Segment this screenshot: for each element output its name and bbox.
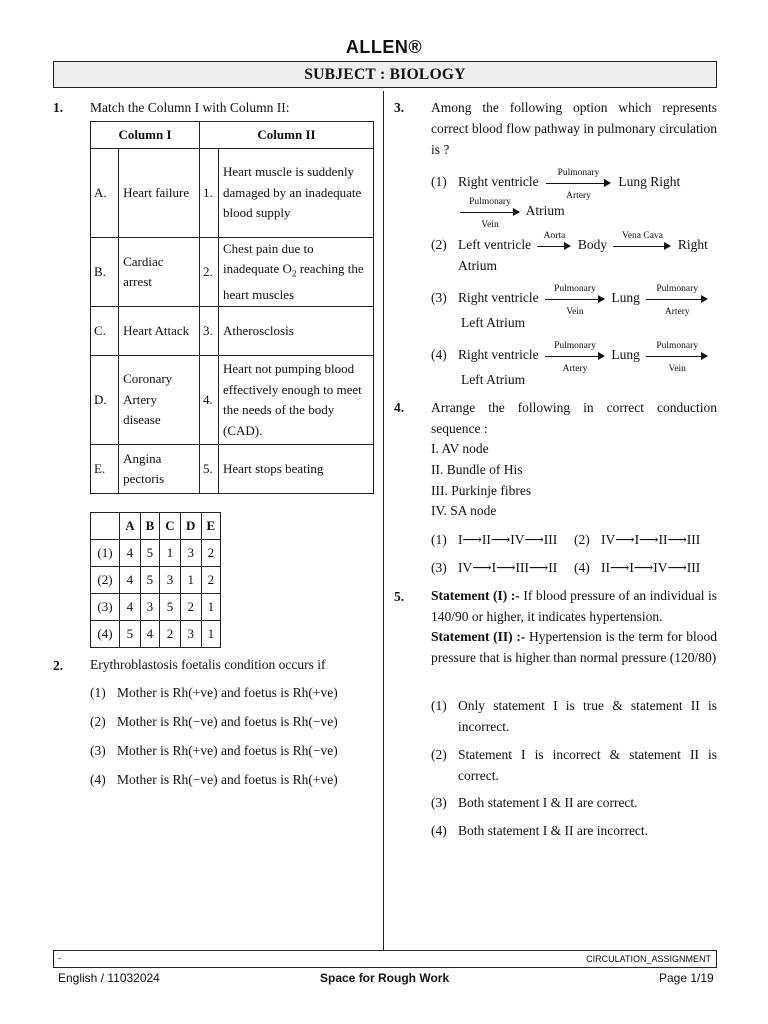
answer-cell: 1 — [201, 594, 220, 621]
q4-text: Arrange the following in correct conduction sequence : — [431, 400, 717, 436]
column-divider — [383, 91, 384, 950]
table-row — [91, 445, 374, 494]
column-2-cell: Chest pain due to inadequate $O_2$ reaching the heart muscles — [219, 238, 374, 307]
answer-cell: 3 — [180, 540, 201, 567]
q3-option-4-cont: Left Atrium — [461, 372, 526, 387]
q3-option-1[interactable]: (1) Right ventricle Pulmonary Artery Lung Right — [431, 167, 681, 201]
q4-item-4: IV. SA node — [431, 503, 497, 518]
answer-cell: 5 — [160, 594, 181, 621]
q4-option-3[interactable]: (3) IV⟶I⟶III⟶II — [431, 560, 558, 575]
q2-option-1[interactable]: (1) Mother is Rh(+ve) and foetus is Rh(+ve) — [90, 685, 338, 700]
option-number: (2) — [91, 567, 120, 594]
column-2-cell: Atherosclosis — [219, 307, 374, 356]
row-letter: A. — [91, 149, 119, 238]
q3-option-3[interactable]: (3) Right ventricle Pulmonary Vein Lung Pulmonary Artery — [431, 287, 721, 309]
row-letter: D. — [91, 356, 119, 445]
rough-work-label: Space for Rough Work — [320, 971, 450, 985]
q2-number: 2. — [53, 658, 64, 673]
q4-option-1[interactable]: (1) I⟶II⟶IV⟶III — [431, 532, 558, 547]
q4-number: 4. — [394, 400, 405, 415]
row-number: 4. — [200, 356, 219, 445]
answer-option-2[interactable] — [91, 567, 221, 594]
q3-option-2-cont: Atrium — [458, 258, 497, 273]
q4-option-4[interactable]: (4) II⟶I⟶IV⟶III — [574, 560, 701, 575]
answer-cell: 3 — [140, 594, 159, 621]
column-2-cell: Heart muscle is suddenly damaged by an inadequate blood supply — [219, 149, 374, 238]
answer-option-3[interactable] — [91, 594, 221, 621]
answer-grid-header: C — [160, 513, 181, 540]
q5-statement-1: Statement (I) :- If blood pressure of an individual is 140/90 or higher, it indicates hypertension. — [431, 588, 718, 624]
q1-text: Match the Column I with Column II: — [90, 100, 290, 115]
table-row — [91, 149, 374, 238]
footer-bar — [53, 950, 717, 968]
subject-title: SUBJECT : BIOLOGY — [53, 61, 717, 88]
row-number: 3. — [200, 307, 219, 356]
answer-option-4[interactable] — [91, 621, 221, 648]
column-1-cell: Heart failure — [119, 149, 200, 238]
q5-option-3[interactable]: (3) Both statement I & II are correct. — [431, 795, 638, 810]
answer-cell: 2 — [160, 621, 181, 648]
q3-option-4[interactable]: (4) Right ventricle Pulmonary Artery Lung Pulmonary Vein — [431, 344, 721, 366]
column-1-cell: Heart Attack — [119, 307, 200, 356]
q2-option-3[interactable]: (3) Mother is Rh(+ve) and foetus is Rh(−ve) — [90, 743, 338, 758]
chapter-label: CIRCULATION_ASSIGNMENT — [586, 954, 711, 964]
column-2-cell: Heart not pumping blood effectively enough to meet the needs of the body (CAD). — [219, 356, 374, 445]
answer-grid-header: D — [180, 513, 201, 540]
answer-grid-corner — [91, 513, 120, 540]
footer-bar-left: - — [58, 953, 61, 963]
answer-option-1[interactable] — [91, 540, 221, 567]
row-letter: C. — [91, 307, 119, 356]
option-number: (1) — [91, 540, 120, 567]
answer-grid-header: A — [120, 513, 141, 540]
answer-cell: 1 — [160, 540, 181, 567]
q3-option-3-cont: Left Atrium — [461, 315, 526, 330]
q5-option-4[interactable]: (4) Both statement I & II are incorrect. — [431, 823, 649, 838]
footer-language-code: English / 11032024 — [58, 971, 160, 985]
answer-cell: 1 — [201, 621, 220, 648]
answer-cell: 4 — [120, 567, 141, 594]
row-letter: B. — [91, 238, 119, 307]
column-1-cell: Cardiac arrest — [119, 238, 200, 307]
q3-number: 3. — [394, 100, 405, 115]
q4-item-1: I. AV node — [431, 441, 489, 456]
q5-number: 5. — [394, 589, 405, 604]
answer-grid-header: B — [140, 513, 159, 540]
q2-option-2[interactable]: (2) Mother is Rh(−ve) and foetus is Rh(−ve) — [90, 714, 338, 729]
q3-text: Among the following option which represents correct blood flow pathway in pulmonary circulation is ? — [431, 100, 717, 157]
answer-cell: 2 — [180, 594, 201, 621]
answer-cell: 2 — [201, 567, 220, 594]
answer-cell: 4 — [120, 594, 141, 621]
table-row — [91, 307, 374, 356]
allen-logo: ALLEN® — [345, 37, 423, 57]
answer-cell: 1 — [180, 567, 201, 594]
q5-option-2[interactable]: (2) Statement I is incorrect & statement II is correct. — [431, 747, 717, 783]
column-2-cell: Heart stops beating — [219, 445, 374, 494]
answer-cell: 3 — [180, 621, 201, 648]
q1-number: 1. — [53, 100, 64, 115]
column-1-cell: Coronary Artery disease — [119, 356, 200, 445]
page-number: Page 1/19 — [659, 971, 714, 985]
answer-grid-header: E — [201, 513, 220, 540]
q3-option-2[interactable]: (2) Left ventricle Aorta Body Vena Cava Right — [431, 230, 708, 252]
option-number: (3) — [91, 594, 120, 621]
table-row — [91, 238, 374, 307]
answer-cell: 5 — [120, 621, 141, 648]
answer-cell: 5 — [140, 540, 159, 567]
row-number: 2. — [200, 238, 219, 307]
q4-item-2: II. Bundle of His — [431, 462, 523, 477]
answer-cell: 5 — [140, 567, 159, 594]
match-table — [90, 121, 374, 494]
q5-option-1[interactable]: (1) Only statement I is true & statement II is incorrect. — [431, 698, 717, 734]
answer-cell: 4 — [140, 621, 159, 648]
answer-grid — [90, 512, 221, 648]
answer-cell: 2 — [201, 540, 220, 567]
table-row — [91, 356, 374, 445]
column-1-header: Column I — [91, 122, 200, 149]
option-number: (4) — [91, 621, 120, 648]
row-number: 5. — [200, 445, 219, 494]
q2-option-4[interactable]: (4) Mother is Rh(−ve) and foetus is Rh(+ve) — [90, 772, 338, 787]
q2-text: Erythroblastosis foetalis condition occurs if — [90, 657, 326, 672]
q3-option-1-cont: Pulmonary Vein Atrium — [460, 200, 720, 222]
column-1-cell: Angina pectoris — [119, 445, 200, 494]
row-letter: E. — [91, 445, 119, 494]
answer-cell: 3 — [160, 567, 181, 594]
column-2-header: Column II — [200, 122, 374, 149]
q4-option-2[interactable]: (2) IV⟶I⟶II⟶III — [574, 532, 701, 547]
row-number: 1. — [200, 149, 219, 238]
q4-item-3: III. Purkinje fibres — [431, 483, 532, 498]
q5-statement-2: Statement (II) :- Hypertension is the term for blood pressure that is higher than normal pressure (120/80) — [431, 629, 717, 665]
answer-cell: 4 — [120, 540, 141, 567]
